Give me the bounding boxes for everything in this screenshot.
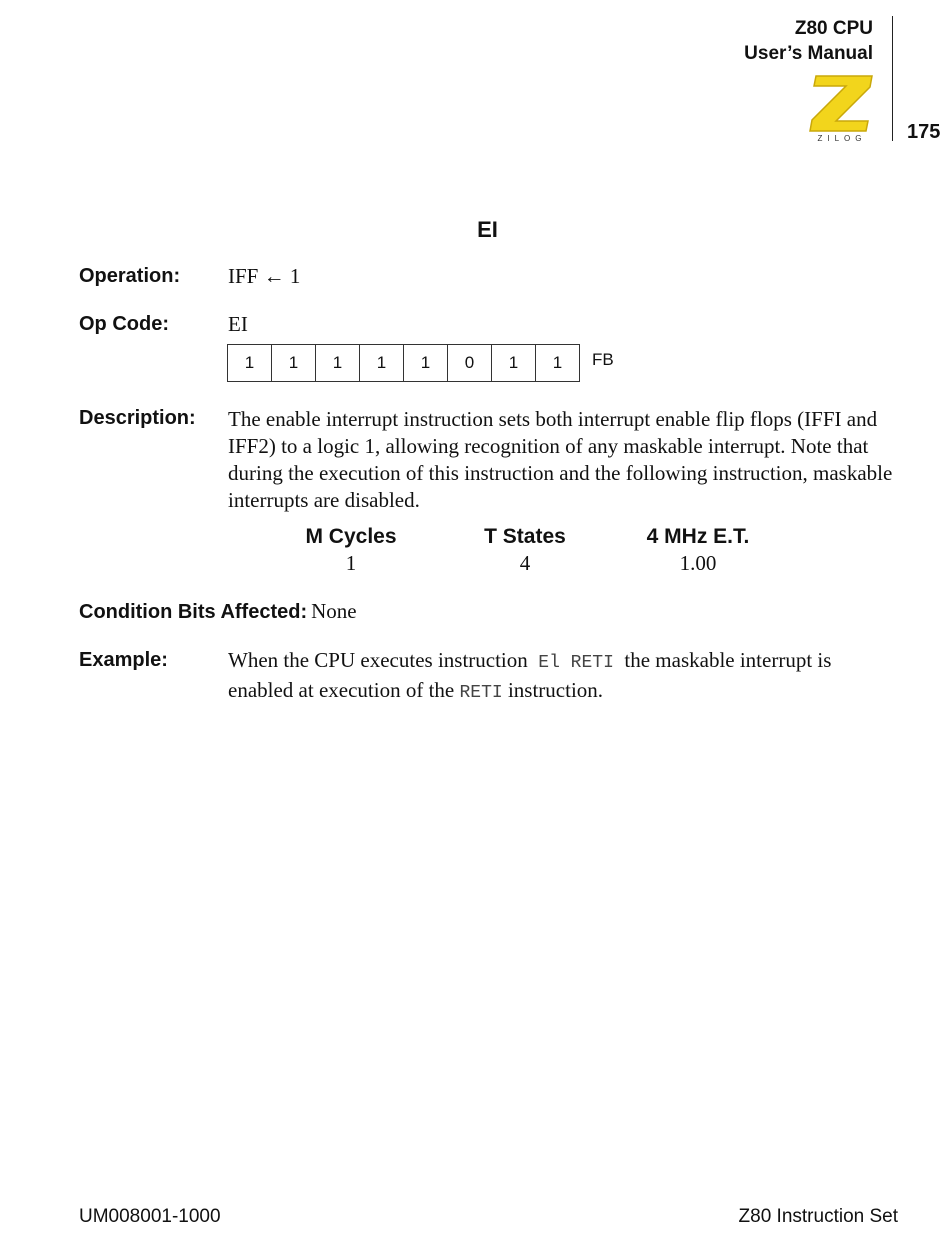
opcode-bit-3: 1 bbox=[404, 345, 448, 382]
opcode-bit-row bbox=[228, 345, 580, 382]
manual-title-line1: Z80 CPU bbox=[794, 18, 873, 39]
timing-col-mcycles bbox=[251, 525, 451, 576]
timing-col-tstates bbox=[425, 525, 625, 576]
timing-col-exec-time bbox=[598, 525, 798, 576]
opcode-hex: FB bbox=[592, 350, 614, 369]
condition-bits-label: Condition Bits Affected: bbox=[79, 601, 308, 623]
opcode-label: Op Code: bbox=[79, 313, 169, 335]
instruction-title: EI bbox=[477, 217, 498, 242]
opcode-bit-1: 1 bbox=[492, 345, 536, 382]
opcode-bit-6: 1 bbox=[272, 345, 316, 382]
opcode-mnemonic: EI bbox=[228, 312, 248, 336]
description-label: Description: bbox=[79, 407, 196, 429]
example-text-middle: the maskable interrupt is enabled at execution of the bbox=[228, 648, 832, 702]
manual-title-line2: User’s Manual bbox=[744, 43, 873, 64]
zilog-logo bbox=[806, 71, 878, 143]
example-code-ei-reti: El RETI bbox=[538, 653, 614, 673]
example-text bbox=[228, 647, 898, 707]
condition-bits-value: None bbox=[311, 599, 357, 623]
opcode-bit-table bbox=[227, 344, 580, 382]
opcode-bit-4: 1 bbox=[360, 345, 404, 382]
timing-header-mcycles: M Cycles bbox=[305, 525, 397, 548]
opcode-bit-2: 0 bbox=[448, 345, 492, 382]
timing-value-exec-time: 1.00 bbox=[679, 551, 717, 575]
opcode-bit-0: 1 bbox=[536, 345, 580, 382]
example-text-after: instruction. bbox=[507, 678, 604, 702]
page-number: 175 bbox=[907, 121, 941, 143]
timing-header-exec-time: 4 MHz E.T. bbox=[646, 525, 750, 548]
timing-header-tstates: T States bbox=[484, 525, 566, 548]
logo-wordmark: ZILOG bbox=[817, 134, 867, 143]
chapter-name: Z80 Instruction Set bbox=[738, 1206, 898, 1227]
condition-bits-row bbox=[79, 599, 357, 624]
description-text: The enable interrupt instruction sets both interrupt enable flip flops (IFFI and IFF2) to a logic 1, allowing recognition of any maskable interrupt. Note that during the execution of this instruction and the following instruction, maskable interrupts are disabled. bbox=[228, 407, 893, 512]
timing-value-mcycles: 1 bbox=[345, 551, 357, 575]
header-divider bbox=[892, 16, 893, 141]
example-text-before: When the CPU executes instruction bbox=[228, 648, 528, 672]
operation-text: IFF ← 1 bbox=[228, 264, 301, 288]
opcode-bit-5: 1 bbox=[316, 345, 360, 382]
manual-title bbox=[744, 16, 873, 66]
example-code-reti: RETI bbox=[459, 683, 503, 703]
timing-value-tstates: 4 bbox=[519, 551, 531, 575]
operation-label: Operation: bbox=[79, 265, 181, 287]
opcode-bit-7: 1 bbox=[228, 345, 272, 382]
example-label: Example: bbox=[79, 649, 168, 671]
document-number: UM008001-1000 bbox=[79, 1206, 221, 1227]
